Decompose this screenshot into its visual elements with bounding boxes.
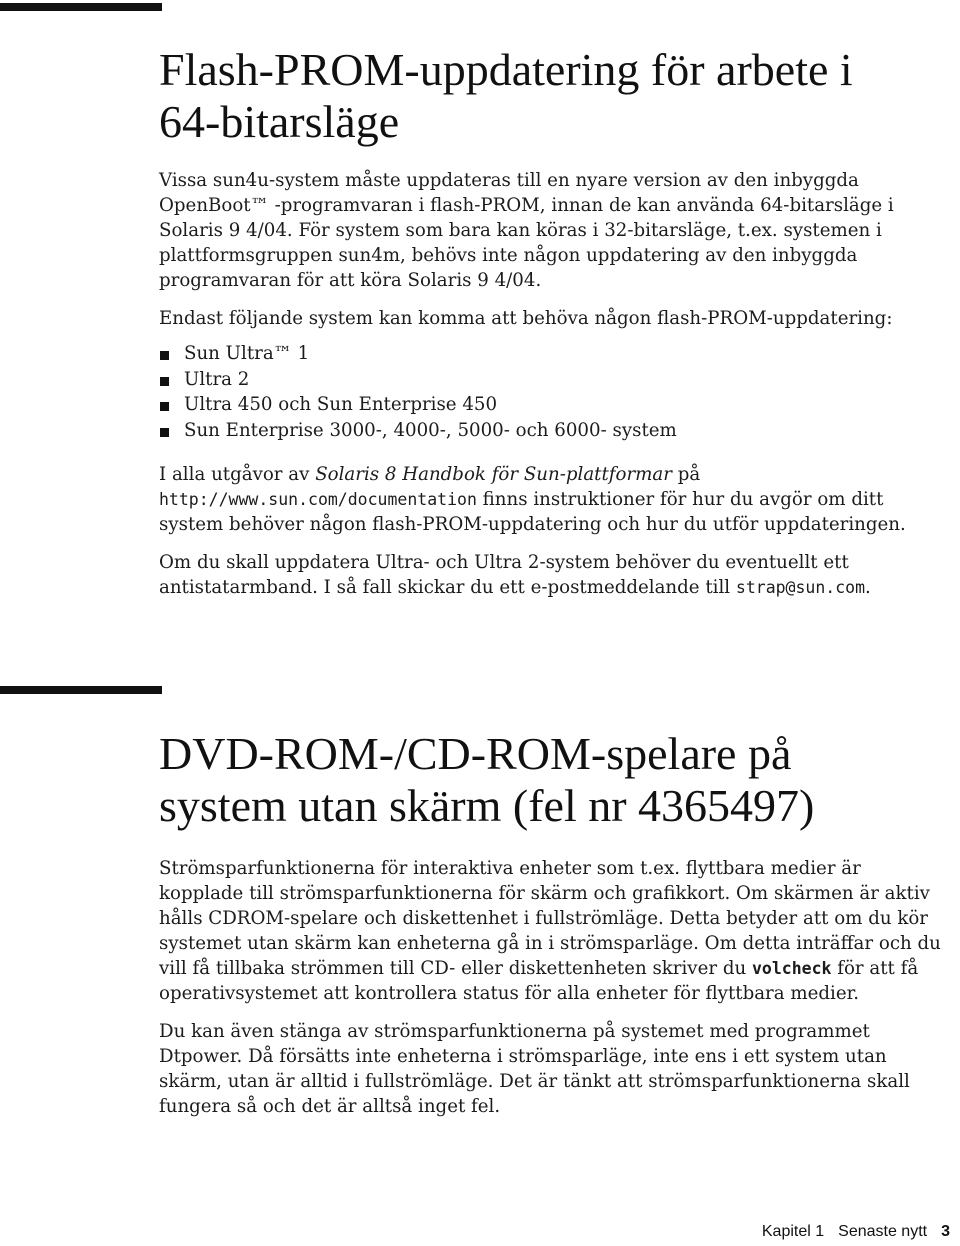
- list-item: Ultra 450 och Sun Enterprise 450: [159, 392, 949, 418]
- section-divider-rule: [0, 3, 162, 11]
- bullet-square-icon: [160, 377, 169, 386]
- title-line: system utan skärm (fel nr 4365497): [159, 780, 815, 831]
- wrist-strap-paragraph: Om du skall uppdatera Ultra- och Ultra 2-system behöver du eventuellt ett antistatarmband. I så fall skickar du ett e-postmeddelande till strap@sun.com.: [159, 552, 871, 598]
- title-line: Flash-PROM-uppdatering för arbete i: [159, 44, 853, 95]
- email-address-link[interactable]: strap@sun.com: [735, 578, 866, 597]
- section-divider-rule: [0, 686, 162, 694]
- footer-section: Senaste nytt: [838, 1223, 928, 1240]
- page-footer: [762, 1223, 950, 1241]
- bullet-square-icon: [160, 402, 169, 411]
- page-number: 3: [941, 1223, 950, 1240]
- footer-chapter: Kapitel 1: [761, 1223, 825, 1240]
- lead-paragraph: Endast följande system kan komma att behöva någon flash-PROM-uppdatering:: [159, 308, 893, 329]
- power-management-paragraph: Strömsparfunktionerna för interaktiva enheter som t.ex. flyttbara medier är kopplade till strömsparfunktionerna för skärm och grafikkort. Om skärmen är aktiv hålls CDROM-spelare och diskettenhet i fullströmläge. Detta betyder att om du kör systemet utan skärm kan enheterna gå in i strömsparläge. Om detta inträffar och du vill få tillbaka strömmen till CD- eller diskettenheten skriver du volcheck för att få operativsystemet att kontrollera status för alla enheter för flyttbara medier.: [159, 858, 941, 1004]
- bullet-square-icon: [160, 428, 169, 437]
- title-line: DVD-ROM-/CD-ROM-spelare på: [159, 728, 792, 779]
- list-item: Ultra 2: [159, 367, 949, 393]
- section-flash-prom: [159, 44, 949, 600]
- documentation-url-link[interactable]: http://www.sun.com/documentation: [159, 490, 477, 509]
- system-list: [159, 341, 949, 443]
- documentation-paragraph: I alla utgåvor av Solaris 8 Handbok för Sun-plattformar på http://www.sun.com/documentation finns instruktioner för hur du avgör om ditt system behöver någon flash-PROM-uppdatering och hur du utför uppdateringen.: [159, 464, 906, 535]
- section-title-flash-prom: [159, 44, 949, 148]
- title-line: 64-bitarsläge: [159, 96, 400, 147]
- list-item: Sun Enterprise 3000-, 4000-, 5000- och 6000- system: [159, 418, 949, 444]
- section-title-dvd-rom: [159, 728, 949, 832]
- volcheck-command: volcheck: [751, 959, 832, 978]
- dtpower-paragraph: Du kan även stänga av strömsparfunktionerna på systemet med programmet Dtpower. Då försätts inte enheterna i strömsparläge, inte ens i ett system utan skärm, utan är alltid i fullströmläge. Det är tänkt att strömsparfunktionerna skall fungera så och det är alltså inget fel.: [159, 1021, 910, 1117]
- bullet-square-icon: [160, 351, 169, 360]
- intro-paragraph: Vissa sun4u-system måste uppdateras till en nyare version av den inbyggda OpenBoot™ -programvaran i flash-PROM, innan de kan använda 64-bitarsläge i Solaris 9 4/04. För system som bara kan köras i 32-bitarsläge, t.ex. systemen i plattformsgruppen sun4m, behövs inte någon uppdatering av den inbyggda programvaran för att köra Solaris 9 4/04.: [159, 170, 894, 291]
- section-dvd-rom: [159, 728, 949, 1119]
- book-title: Solaris 8 Handbok för Sun-plattformar: [315, 464, 672, 485]
- list-item: Sun Ultra™ 1: [159, 341, 949, 367]
